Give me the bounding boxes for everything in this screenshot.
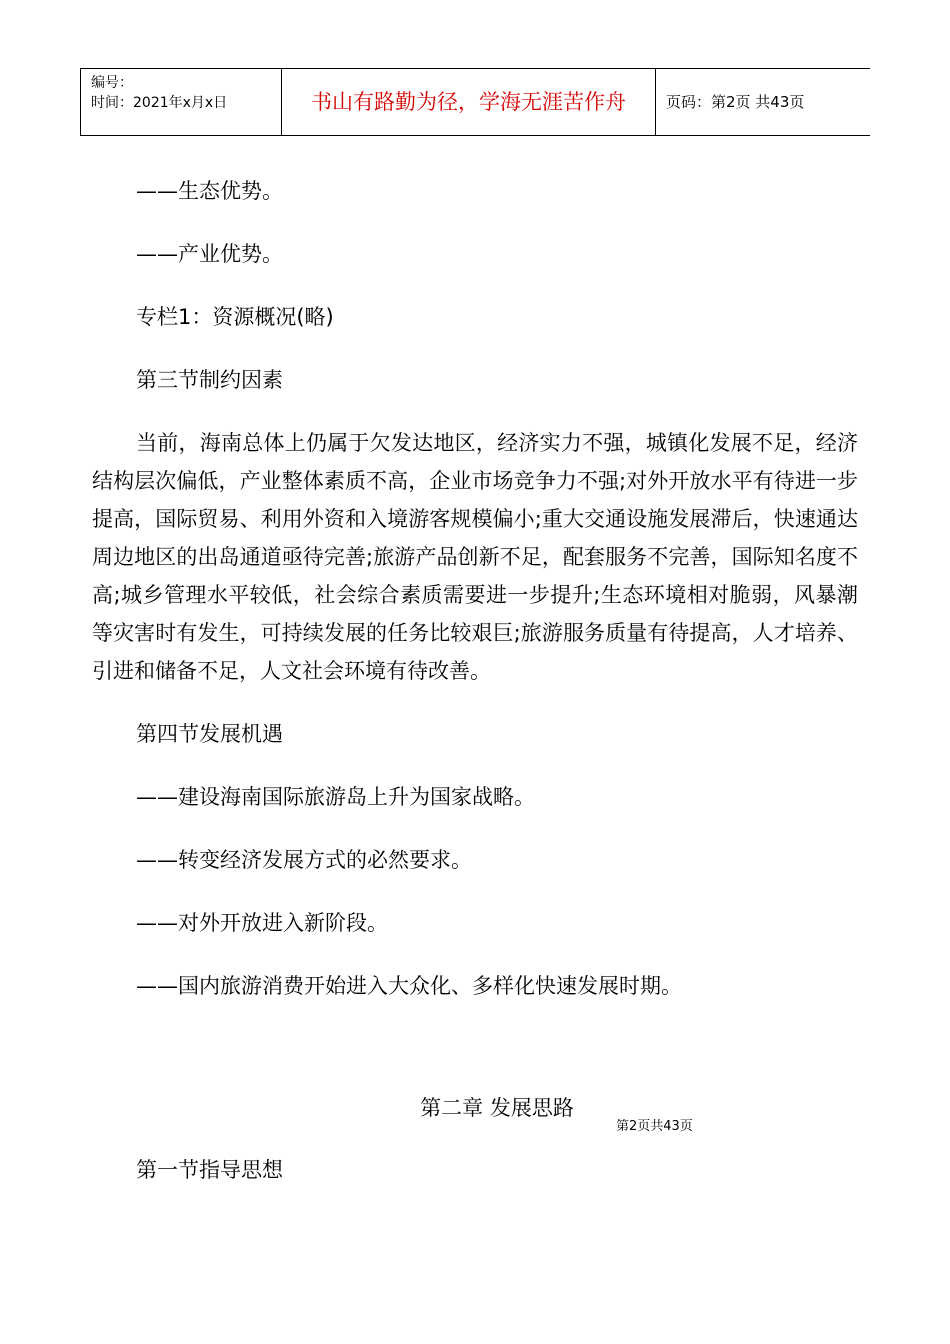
- text-line: 专栏1：资源概况(略): [136, 305, 334, 329]
- document-header: [80, 68, 870, 136]
- header-page-info: 页码：第2页 共43页: [666, 93, 805, 111]
- chapter-title: 第二章 发展思路: [420, 1096, 574, 1120]
- number-label: 编号：: [91, 75, 133, 91]
- header-motto: 书山有路勤为径，学海无涯苦作舟: [282, 69, 656, 135]
- text-line: ——对外开放进入新阶段。: [136, 911, 388, 935]
- text-line: ——建设海南国际旅游岛上升为国家战略。: [136, 785, 535, 809]
- section-heading: 第一节指导思想: [136, 1158, 283, 1182]
- text-line: ——转变经济发展方式的必然要求。: [136, 848, 472, 872]
- document-body: [92, 160, 858, 1018]
- body-paragraph: 当前，海南总体上仍属于欠发达地区，经济实力不强，城镇化发展不足，经济结构层次偏低，产业整体素质不高，企业市场竞争力不强;对外开放水平有待进一步提高，国际贸易、利用外资和入境游客规模偏小;重大交通设施发展滞后，快速通达周边地区的出岛通道亟待完善;旅游产品创新不足，配套服务不完善，国际知名度不高;城乡管理水平较低，社会综合素质需要进一步提升;生态环境相对脆弱，风暴潮等灾害时有发生，可持续发展的任务比较艰巨;旅游服务质量有待提高，人才培养、引进和储备不足，人文社会环境有待改善。: [92, 431, 858, 683]
- page-footer: 第2页共43页: [616, 1119, 693, 1134]
- text-line: ——生态优势。: [136, 179, 283, 203]
- header-meta: [80, 69, 282, 135]
- text-line: ——产业优势。: [136, 242, 283, 266]
- time-label: 时间：2021年x月x日: [91, 95, 228, 111]
- text-line: ——国内旅游消费开始进入大众化、多样化快速发展时期。: [136, 974, 682, 998]
- section-heading: 第四节发展机遇: [136, 722, 283, 746]
- section-heading: 第三节制约因素: [136, 368, 283, 392]
